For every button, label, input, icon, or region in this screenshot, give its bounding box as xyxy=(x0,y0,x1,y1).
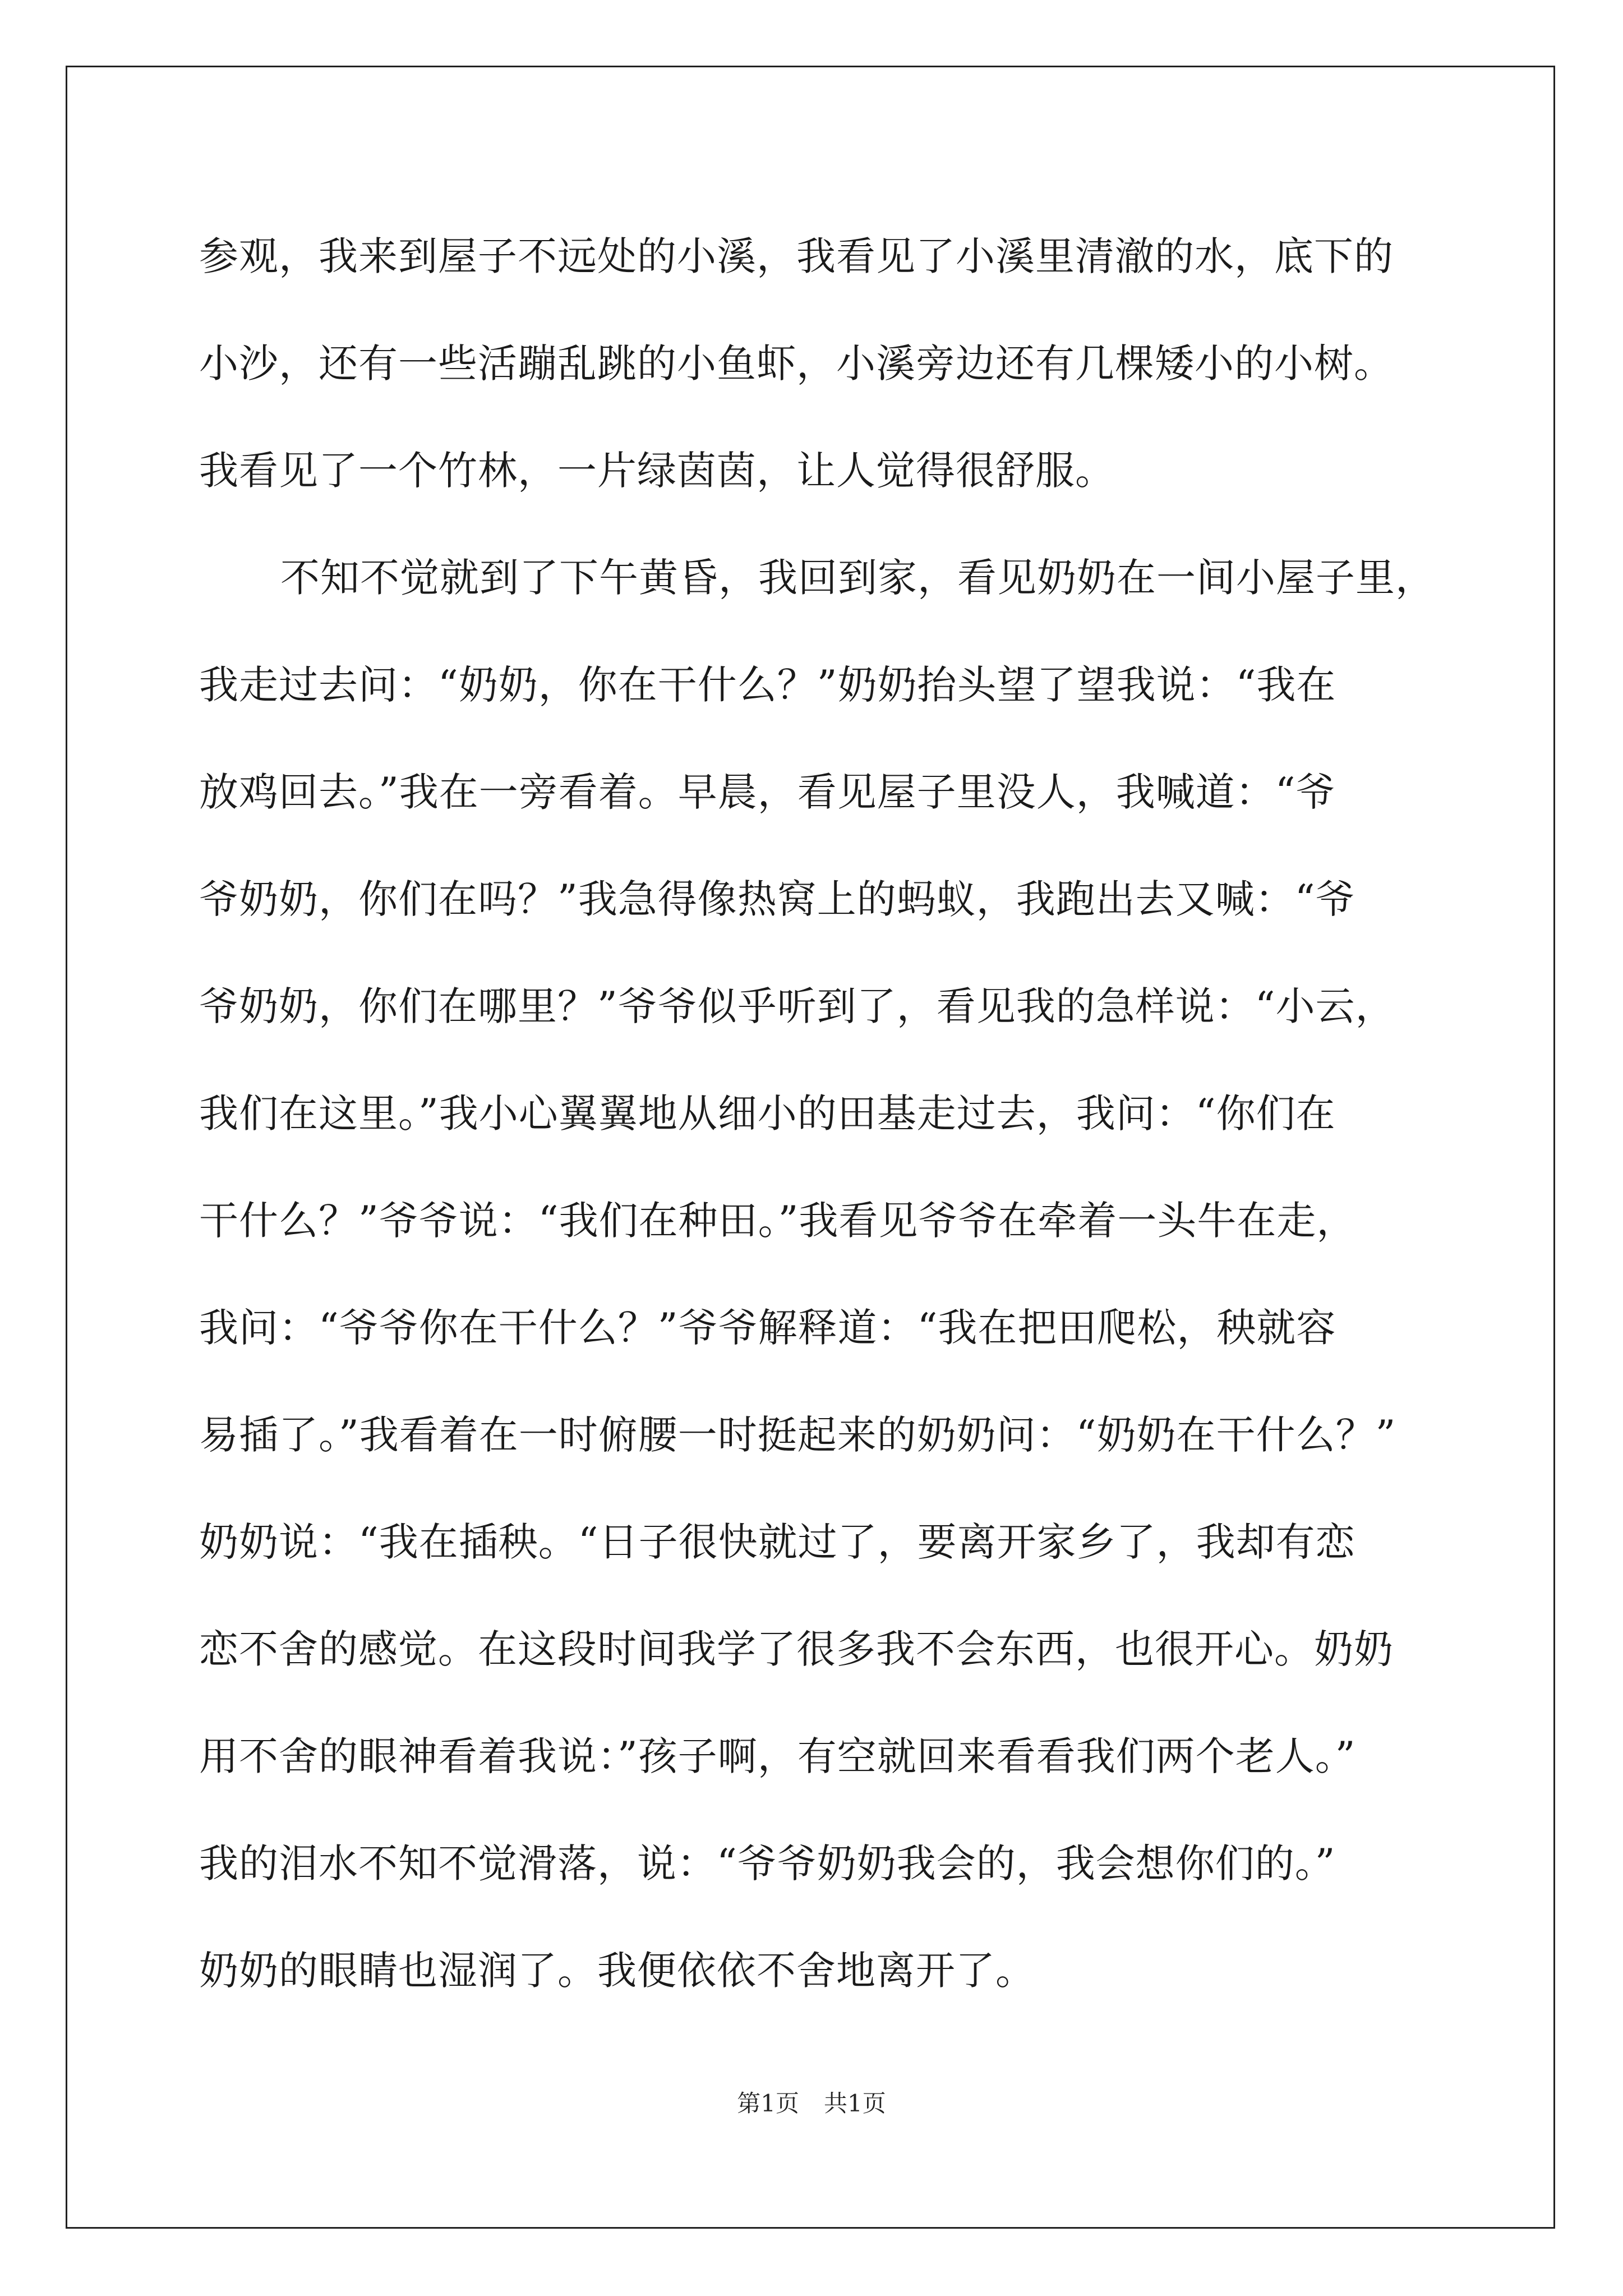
text-line: 奶奶的眼睛也湿润了。我便依依不舍地离开了。 xyxy=(199,1948,1035,1994)
text-line: 我问：“爷爷你在干什么？”爷爷解释道：“我在把田爬松，秧就容 xyxy=(199,1305,1336,1351)
text-line: 放鸡回去。”我在一旁看着。早晨，看见屋子里没人，我喊道：“爷 xyxy=(199,769,1336,815)
text-line: 小沙，还有一些活蹦乱跳的小鱼虾，小溪旁边还有几棵矮小的小树。 xyxy=(199,341,1394,386)
text-line: 参观，我来到屋子不远处的小溪，我看见了小溪里清澈的水，底下的 xyxy=(199,233,1394,279)
text-line: 爷奶奶，你们在哪里？”爷爷似乎听到了，看见我的急样说：“小云， xyxy=(199,983,1395,1029)
text-line: 用不舍的眼神看着我说：”孩子啊，有空就回来看看我们两个老人。” xyxy=(199,1733,1356,1779)
text-line: 易插了。”我看着在一时俯腰一时挺起来的奶奶问：“奶奶在干什么？” xyxy=(199,1412,1396,1458)
text-line: 我走过去问：“奶奶，你在干什么？”奶奶抬头望了望我说：“我在 xyxy=(199,662,1336,708)
text-line: 我的泪水不知不觉滑落，说：“爷爷奶奶我会的，我会想你们的。” xyxy=(199,1841,1336,1887)
body-text xyxy=(199,203,1478,2024)
page-total: 共1页 xyxy=(824,2090,886,2117)
page-number: 第1页 xyxy=(737,2090,799,2117)
text-line: 我们在这里。”我小心翼翼地从细小的田基走过去，我问：“你们在 xyxy=(199,1091,1336,1137)
text-line: 爷奶奶，你们在吗？”我急得像热窝上的蚂蚁，我跑出去又喊：“爷 xyxy=(199,876,1355,922)
text-line: 奶奶说：“我在插秧。“日子很快就过了，要离开家乡了，我却有恋 xyxy=(199,1519,1355,1565)
text-line: 恋不舍的感觉。在这段时间我学了很多我不会东西，也很开心。奶奶 xyxy=(199,1626,1394,1672)
text-line: 干什么？”爷爷说：“我们在种田。”我看见爷爷在牵着一头牛在走， xyxy=(199,1198,1357,1244)
page-footer xyxy=(0,2087,1623,2120)
text-line: 我看见了一个竹林，一片绿茵茵，让人觉得很舒服。 xyxy=(199,448,1115,494)
text-line: 不知不觉就到了下午黄昏，我回到家，看见奶奶在一间小屋子里， xyxy=(280,555,1435,601)
